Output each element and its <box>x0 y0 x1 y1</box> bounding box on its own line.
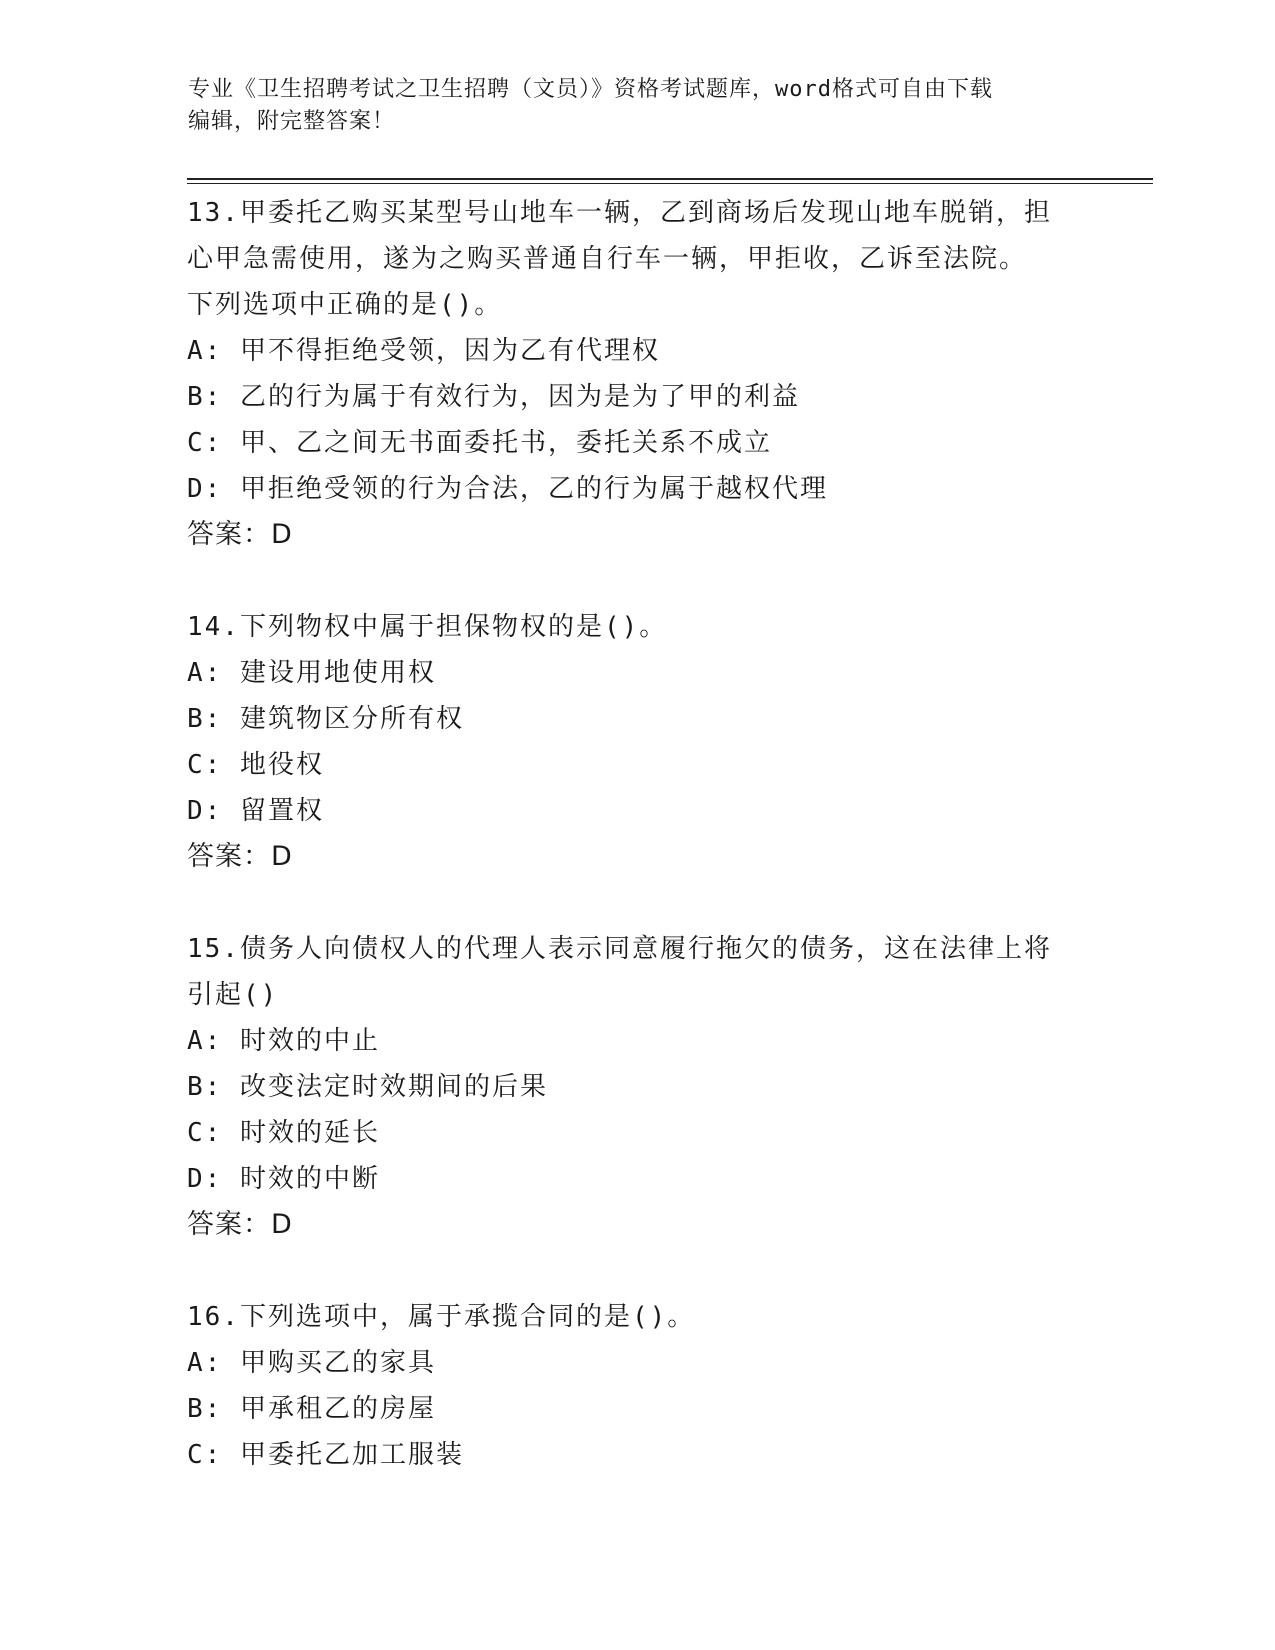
header-line-1: 专业《卫生招聘考试之卫生招聘（文员）》资格考试题库，word格式可自由下载 <box>188 77 993 102</box>
option-b: B: 建筑物区分所有权 <box>187 704 464 734</box>
option-c: C: 甲、乙之间无书面委托书，委托关系不成立 <box>187 428 772 458</box>
question-spacer <box>187 1248 1087 1294</box>
question-stem: 16.下列选项中，属于承揽合同的是()。 <box>187 1302 696 1332</box>
question-stem: 13.甲委托乙购买某型号山地车一辆，乙到商场后发现山地车脱销，担 <box>187 198 1052 228</box>
option-a: A: 时效的中止 <box>187 1026 380 1056</box>
question-stem: 15.债务人向债权人的代理人表示同意履行拖欠的债务，这在法律上将 <box>187 934 1052 964</box>
option-d: D: 甲拒绝受领的行为合法，乙的行为属于越权代理 <box>187 474 828 504</box>
option-c: C: 地役权 <box>187 750 324 780</box>
option-d: D: 留置权 <box>187 796 324 826</box>
option-c: C: 甲委托乙加工服装 <box>187 1440 464 1470</box>
answer-line: 答案：D <box>187 1209 293 1240</box>
question-list <box>187 190 1087 1478</box>
option-d: D: 时效的中断 <box>187 1164 380 1194</box>
option-a: A: 建设用地使用权 <box>187 658 436 688</box>
question-block <box>187 1294 1087 1478</box>
question-spacer <box>187 558 1087 604</box>
document-header <box>188 74 1068 138</box>
option-b: B: 甲承租乙的房屋 <box>187 1394 436 1424</box>
question-stem: 下列选项中正确的是()。 <box>187 290 503 320</box>
option-b: B: 乙的行为属于有效行为，因为是为了甲的利益 <box>187 382 800 412</box>
header-line-2: 编辑，附完整答案！ <box>188 109 396 134</box>
question-stem: 心甲急需使用，遂为之购买普通自行车一辆，甲拒收，乙诉至法院。 <box>187 244 1028 274</box>
option-a: A: 甲不得拒绝受领，因为乙有代理权 <box>187 336 660 366</box>
question-stem: 引起() <box>187 980 279 1010</box>
question-spacer <box>187 880 1087 926</box>
header-divider-thick <box>187 178 1153 180</box>
option-c: C: 时效的延长 <box>187 1118 380 1148</box>
answer-line: 答案：D <box>187 519 293 550</box>
question-stem: 14.下列物权中属于担保物权的是()。 <box>187 612 668 642</box>
option-a: A: 甲购买乙的家具 <box>187 1348 436 1378</box>
question-block <box>187 604 1087 880</box>
question-block <box>187 190 1087 558</box>
answer-line: 答案：D <box>187 841 293 872</box>
question-block <box>187 926 1087 1248</box>
header-divider-thin <box>187 183 1153 184</box>
option-b: B: 改变法定时效期间的后果 <box>187 1072 548 1102</box>
